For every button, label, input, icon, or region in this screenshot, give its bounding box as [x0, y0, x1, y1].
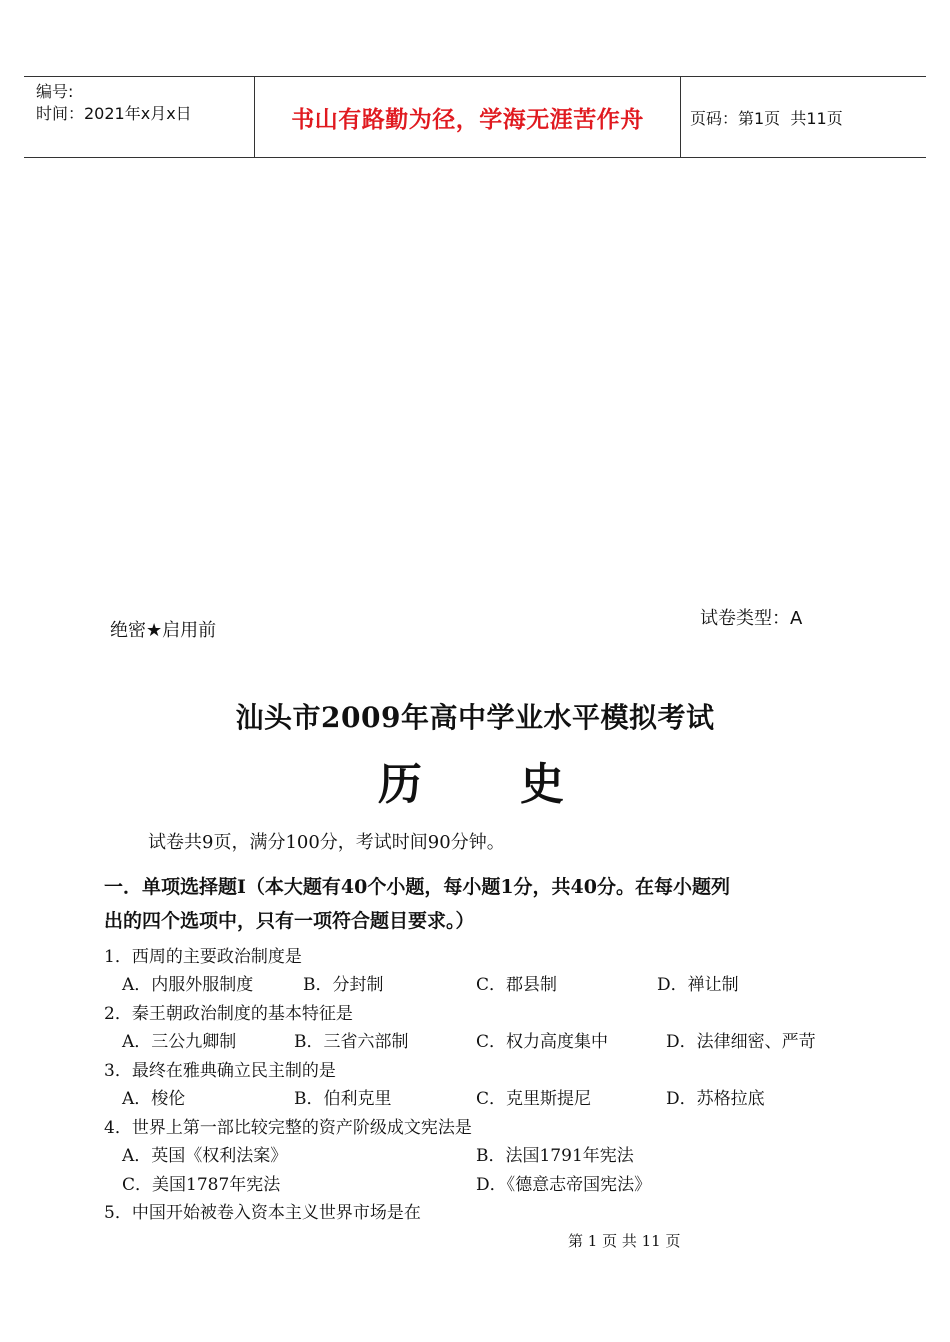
page-footer: 第 1 页 共 11 页: [568, 1232, 681, 1250]
header-divider: [680, 77, 681, 157]
subject-char-1: 历: [378, 759, 422, 810]
option: A．三公九卿制: [122, 1032, 237, 1052]
section-heading-line-1: 一．单项选择题Ⅰ（本大题有40个小题，每小题1分，共40分。在每小题列: [104, 876, 730, 898]
question-stem: 4．世界上第一部比较完整的资产阶级成文宪法是: [104, 1118, 472, 1138]
question-stem: 5．中国开始被卷入资本主义世界市场是在: [104, 1203, 421, 1223]
option: C．克里斯提尼: [476, 1089, 592, 1109]
question-stem: 1．西周的主要政治制度是: [104, 947, 302, 967]
option: C．权力高度集中: [476, 1032, 609, 1052]
number-label: 编号:: [36, 82, 74, 101]
header-page-info: 页码：第1页 共11页: [690, 108, 843, 128]
option: C．郡县制: [476, 975, 558, 995]
exam-info: 试卷共9页，满分100分，考试时间90分钟。: [148, 832, 505, 853]
option: A．内服外服制度: [122, 975, 254, 995]
time-label: 时间：2021年x月x日: [36, 104, 192, 123]
option: A．梭伦: [122, 1089, 186, 1109]
option: B．三省六部制: [294, 1032, 409, 1052]
header-meta: [24, 77, 254, 157]
option: D．苏格拉底: [666, 1089, 765, 1109]
paper-type: 试卷类型：A: [700, 608, 803, 629]
section-heading-line-2: 出的四个选项中，只有一项符合题目要求。）: [104, 910, 475, 932]
option: A．英国《权利法案》: [122, 1146, 288, 1166]
option: D．禅让制: [657, 975, 739, 995]
exam-title: 汕头市2009年高中学业水平模拟考试: [235, 701, 715, 734]
page-header: [24, 76, 926, 158]
question-stem: 3．最终在雅典确立民主制的是: [104, 1061, 336, 1081]
option: C．美国1787年宪法: [122, 1175, 281, 1195]
option: B．分封制: [303, 975, 384, 995]
option: D．法律细密、严苛: [666, 1032, 816, 1052]
subject-char-2: 史: [520, 759, 564, 810]
header-motto: 书山有路勤为径，学海无涯苦作舟: [291, 106, 644, 133]
option: D．《德意志帝国宪法》: [476, 1175, 652, 1195]
option: B．法国1791年宪法: [476, 1146, 634, 1166]
confidential-mark: 绝密★启用前: [110, 620, 217, 641]
option: B．伯利克里: [294, 1089, 392, 1109]
question-stem: 2．秦王朝政治制度的基本特征是: [104, 1004, 353, 1024]
